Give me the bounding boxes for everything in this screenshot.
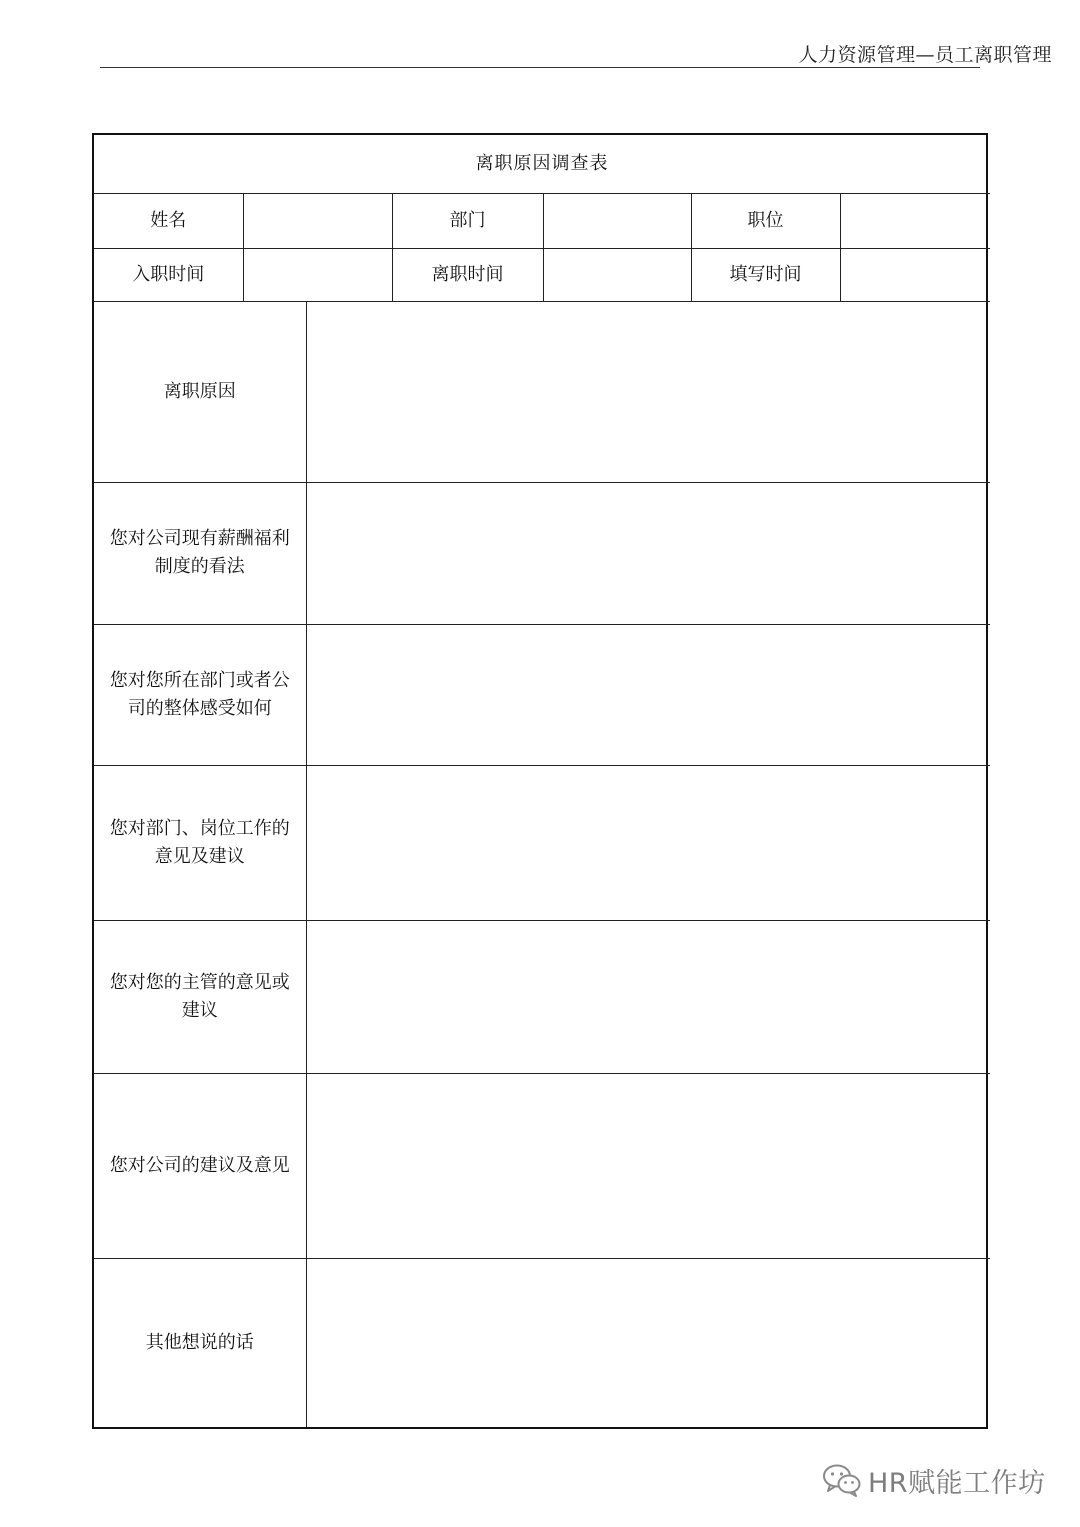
overall-feeling-label: 您对您所在部门或者公司的整体感受如何: [94, 624, 306, 765]
resign-date-label: 离职时间: [392, 248, 543, 301]
question-row: [94, 482, 990, 624]
resign-reason-label: 离职原因: [94, 301, 306, 482]
fill-date-label: 填写时间: [691, 248, 840, 301]
form-table: [94, 135, 990, 1427]
other-comments-answer[interactable]: [306, 1258, 990, 1427]
watermark-text: HR赋能工作坊: [868, 1467, 1046, 1499]
other-comments-label: 其他想说的话: [94, 1258, 306, 1427]
question-row: [94, 765, 990, 920]
company-suggestion-answer[interactable]: [306, 1073, 990, 1258]
form-title: 离职原因调查表: [94, 135, 990, 193]
question-row: [94, 1258, 990, 1427]
resign-reason-answer[interactable]: [306, 301, 990, 482]
department-suggestion-answer[interactable]: [306, 765, 990, 920]
wechat-icon: [822, 1463, 862, 1497]
page-header-title: 人力资源管理—员工离职管理: [798, 44, 1052, 66]
question-row: [94, 624, 990, 765]
company-suggestion-label: 您对公司的建议及意见: [94, 1073, 306, 1258]
resign-date-field[interactable]: [543, 248, 691, 301]
hire-date-field[interactable]: [243, 248, 392, 301]
question-row: [94, 301, 990, 482]
resignation-survey-form: [92, 133, 988, 1429]
name-field[interactable]: [243, 193, 392, 248]
supervisor-suggestion-label: 您对您的主管的意见或建议: [94, 920, 306, 1073]
compensation-view-label: 您对公司现有薪酬福利制度的看法: [94, 482, 306, 624]
header-divider: [100, 67, 980, 68]
supervisor-suggestion-answer[interactable]: [306, 920, 990, 1073]
department-label: 部门: [392, 193, 543, 248]
question-row: [94, 1073, 990, 1258]
fill-date-field[interactable]: [840, 248, 990, 301]
position-label: 职位: [691, 193, 840, 248]
department-field[interactable]: [543, 193, 691, 248]
name-label: 姓名: [94, 193, 243, 248]
position-field[interactable]: [840, 193, 990, 248]
watermark: [822, 1455, 1046, 1505]
compensation-view-answer[interactable]: [306, 482, 990, 624]
info-row: [94, 193, 990, 248]
question-row: [94, 920, 990, 1073]
department-suggestion-label: 您对部门、岗位工作的意见及建议: [94, 765, 306, 920]
overall-feeling-answer[interactable]: [306, 624, 990, 765]
hire-date-label: 入职时间: [94, 248, 243, 301]
info-row: [94, 248, 990, 301]
